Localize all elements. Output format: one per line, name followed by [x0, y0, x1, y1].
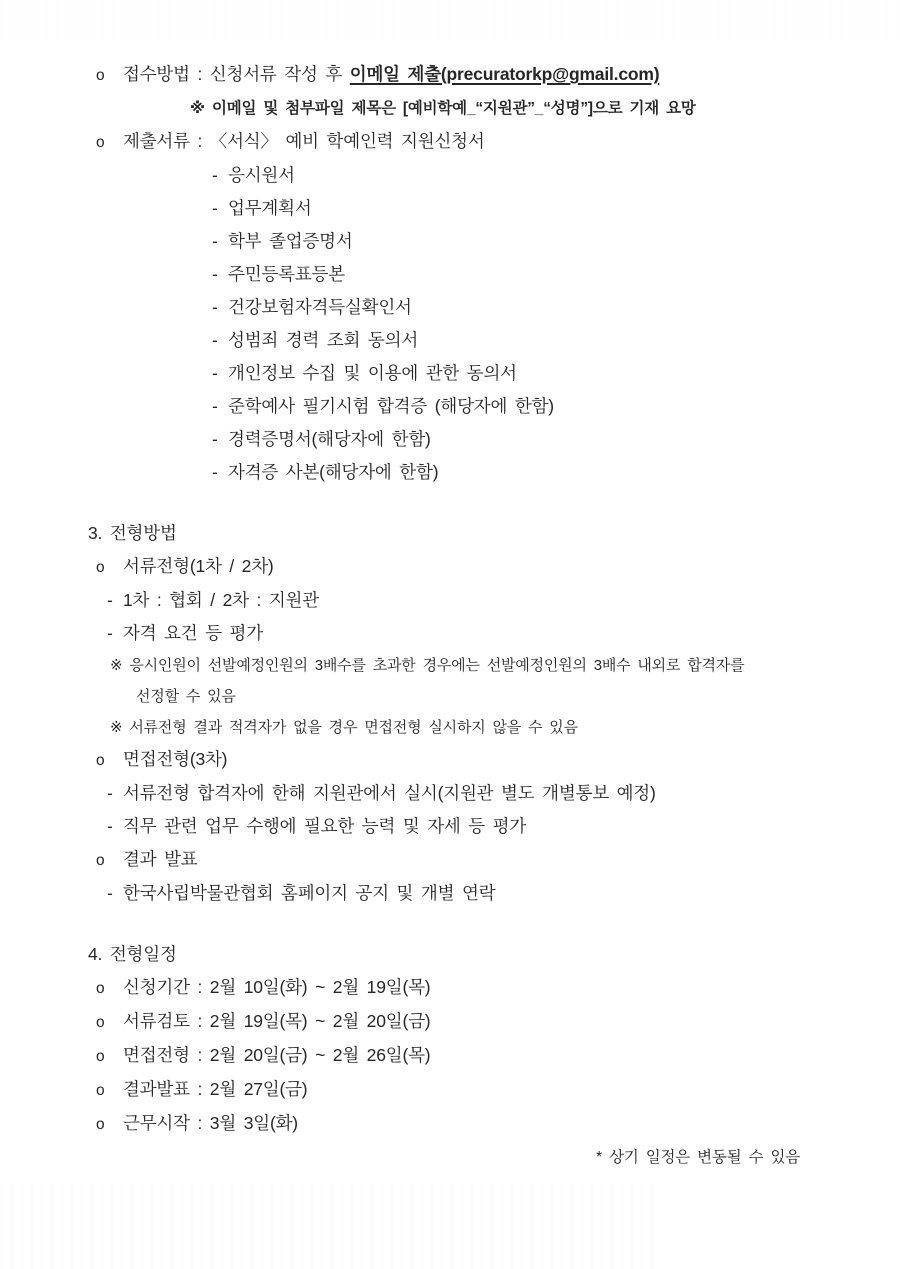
doc-item-graduation-certificate [0, 225, 900, 258]
doc-item-privacy-consent [0, 357, 900, 390]
dash-bullet-marker: - [212, 396, 218, 416]
circle-bullet-marker: o [96, 980, 105, 997]
dash-bullet-marker: - [212, 165, 218, 185]
doc-item-work-plan [0, 192, 900, 225]
circle-bullet-marker: o [96, 1048, 105, 1065]
text-run: 결과발표 : 2월 27일(금) [123, 1079, 308, 1099]
interview-criteria-line [0, 810, 900, 843]
schedule-application-period [0, 971, 900, 1005]
email-title-note [0, 92, 900, 125]
screening-document-line [0, 550, 900, 584]
text-run: 자격 요건 등 평가 [123, 623, 263, 643]
text-run: 접수방법 : 신청서류 작성 후 [123, 64, 350, 84]
dash-bullet-marker: - [107, 590, 113, 610]
doc-item-resident-register [0, 258, 900, 291]
circle-bullet-marker: o [96, 1082, 105, 1099]
text-run: 주민등록표등본 [228, 264, 345, 284]
doc-item-career-certificate [0, 423, 900, 456]
text-run: 면접전형(3차) [123, 749, 228, 769]
circle-bullet-marker: o [96, 559, 105, 576]
text-run: 응시원서 [228, 165, 295, 185]
doc-item-curator-exam-pass [0, 390, 900, 423]
screening-interview-line [0, 743, 900, 777]
text-run: 학부 졸업증명서 [228, 231, 353, 251]
text-run: ※ 이메일 및 첨부파일 제목은 [예비학예_“지원관”_“성명”]으로 기재 요망 [190, 100, 696, 117]
text-run: 근무시작 : 3월 3일(화) [123, 1113, 298, 1133]
text-run: 신청기간 : 2월 10일(화) ~ 2월 19일(목) [123, 977, 431, 997]
doc-item-health-insurance-confirmation [0, 291, 900, 324]
circle-bullet-marker: o [96, 134, 105, 151]
dash-bullet-marker: - [212, 462, 218, 482]
text-run: 성범죄 경력 조회 동의서 [228, 330, 419, 350]
text-run: 서류전형(1차 / 2차) [123, 556, 274, 576]
text-run: * 상기 일정은 변동될 수 있음 [596, 1149, 800, 1166]
dash-bullet-marker: - [212, 198, 218, 218]
text-run: 경력증명서(해당자에 한함) [228, 429, 431, 449]
dash-bullet-marker: - [107, 783, 113, 803]
screening-stages-line [0, 584, 900, 617]
dash-bullet-marker: - [212, 330, 218, 350]
text-run: 결과 발표 [123, 849, 198, 869]
text-run: 서류전형 합격자에 한해 지원관에서 실시(지원관 별도 개별통보 예정) [123, 783, 656, 803]
email-link[interactable]: 이메일 제출(precuratorkp@gmail.com) [349, 64, 660, 84]
result-announcement-line [0, 843, 900, 877]
text-run: 면접전형 : 2월 20일(금) ~ 2월 26일(목) [123, 1045, 431, 1065]
screening-criteria-line [0, 617, 900, 650]
schedule-work-start [0, 1107, 900, 1141]
result-method-line [0, 877, 900, 910]
text-run: ※ 응시인원이 선발예정인원의 3배수를 초과한 경우에는 선발예정인원의 3배수 내외로 합격자를 [110, 657, 745, 674]
text-run: 서류검토 : 2월 19일(목) ~ 2월 20일(금) [123, 1011, 431, 1031]
dash-bullet-marker: - [107, 623, 113, 643]
dash-bullet-marker: - [212, 429, 218, 449]
circle-bullet-marker: o [96, 1014, 105, 1031]
scan-artifact-bottom [0, 1184, 660, 1269]
note-triple-quota-line-1 [0, 650, 900, 681]
schedule-document-review [0, 1005, 900, 1039]
text-run: 업무계획서 [228, 198, 312, 218]
schedule-interview [0, 1039, 900, 1073]
application-method-line [0, 58, 900, 92]
text-run: 1차 : 협회 / 2차 : 지원관 [123, 590, 319, 610]
section-4-title [0, 938, 900, 971]
note-no-interview-line [0, 712, 900, 743]
doc-item-exam-application [0, 159, 900, 192]
section-3-title [0, 517, 900, 550]
circle-bullet-marker: o [96, 752, 105, 769]
schedule-result-announcement [0, 1073, 900, 1107]
doc-item-license-copy [0, 456, 900, 489]
text-run: 건강보험자격득실확인서 [228, 297, 412, 317]
dash-bullet-marker: - [107, 816, 113, 836]
note-triple-quota-line-2 [0, 681, 900, 712]
text-run: 한국사립박물관협회 홈페이지 공지 및 개별 연락 [123, 883, 496, 903]
text-run: 선정할 수 있음 [136, 688, 236, 705]
dash-bullet-marker: - [212, 231, 218, 251]
circle-bullet-marker: o [96, 67, 105, 84]
interview-method-line [0, 777, 900, 810]
text-run: ※ 서류전형 결과 적격자가 없을 경우 면접전형 실시하지 않을 수 있음 [110, 719, 578, 736]
text-run: 자격증 사본(해당자에 한함) [228, 462, 439, 482]
circle-bullet-marker: o [96, 852, 105, 869]
schedule-change-footnote [0, 1141, 900, 1174]
doc-item-sex-crime-record-consent [0, 324, 900, 357]
text-run: 준학예사 필기시험 합격증 (해당자에 한함) [228, 396, 554, 416]
text-run: 직무 관련 업무 수행에 필요한 능력 및 자세 등 평가 [123, 816, 527, 836]
dash-bullet-marker: - [212, 363, 218, 383]
text-run: 제출서류 : 〈서식〉 예비 학예인력 지원신청서 [123, 131, 485, 151]
circle-bullet-marker: o [96, 1116, 105, 1133]
dash-bullet-marker: - [212, 297, 218, 317]
dash-bullet-marker: - [212, 264, 218, 284]
text-run: 4. 전형일정 [88, 944, 177, 964]
text-run: 개인정보 수집 및 이용에 관한 동의서 [228, 363, 517, 383]
text-run: 3. 전형방법 [88, 523, 177, 543]
submission-documents-line [0, 125, 900, 159]
dash-bullet-marker: - [107, 883, 113, 903]
